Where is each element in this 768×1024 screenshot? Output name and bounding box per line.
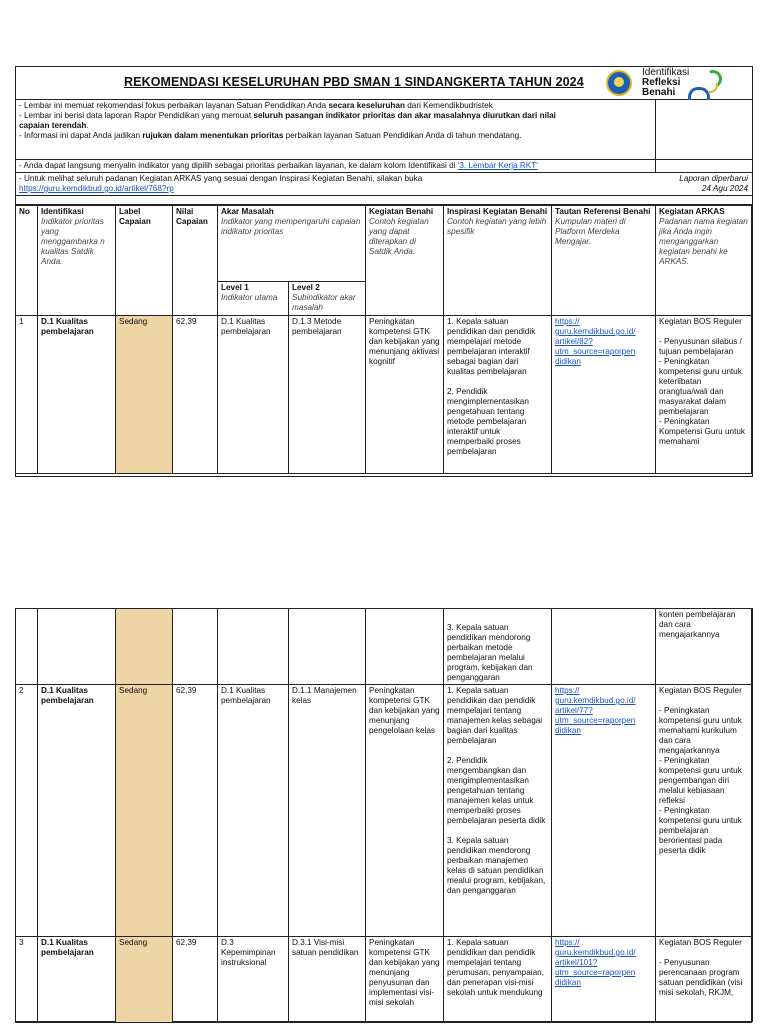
label-capaian: Sedang bbox=[116, 685, 173, 937]
header-row bbox=[16, 206, 752, 282]
notes-block: - Lembar ini memuat rekomendasi fokus perbaikan layanan Satuan Pendidikan Anda secara keseluruhan dari Kemendikbudristek - Lembar ini berisi data laporan Rapor Pendidikan yang memuat seluruh pasangan indikator prioritas dan akar masalahnya diurutkan dari nilai capaian terendah. - Informasi ini dapat Anda jadikan rujukan dalam menentukan prioritas perbaikan layanan Satuan Pendidikan Anda di tahun mendatang. bbox=[16, 100, 752, 160]
col-akar: Akar Masalah Indikator yang mempengaruhi capaian indikator prioritas bbox=[218, 206, 366, 282]
col-level2: Level 2 Subindikator akar masalah bbox=[289, 282, 366, 316]
col-label: Label Capaian bbox=[116, 206, 173, 316]
logo-word-identifikasi: Identifikasi bbox=[642, 67, 690, 78]
logo-word-refleksi: Refleksi bbox=[642, 77, 681, 88]
table-row: 3 D.1 Kualitas pembelajaran Sedang 62,39 D.3 Kepemimpinan instruksional D.3.1 Visi-misi satuan pendidikan Peningkatan kompetensi GTK dan kebijakan yang menunjang penyusunan dan implementasi visi-misi sekolah 1. Kepala satuan pendidikan dan pendidik mempelajari tentang perumusan, penyampaian, dan penerapan visi-misi sekolah untuk mendukung https:// guru.kemdikbud.go.id/ artikel/101? utm_source=raporpen didikan Kegiatan BOS Reguler - Penyusunan perencanaan program satuan pendidikan (visi misi sekolah, RKJM, bbox=[16, 937, 752, 1023]
table-row-continued: 3. Kepala satuan pendidikan mendorong perbaikan metode pembelajaran melalui program, kebijakan dan penganggaran konten pembelajaran dan cara mengajarkannya bbox=[16, 609, 752, 685]
reference-link[interactable]: https:// guru.kemdikbud.go.id/ artikel/77? utm_source=raporpen didikan bbox=[552, 685, 656, 937]
page-1 bbox=[15, 66, 753, 477]
col-level1: Level 1 Indikator utama bbox=[218, 282, 289, 316]
table-row: 1 D.1 Kualitas pembelajaran Sedang 62,39 D.1 Kualitas pembelajaran D.1.3 Metode pembelajaran Peningkatan kompetensi GTK dan kebijakan yang menunjang aktivasi kognitif 1. Kepala satuan pendidikan dan pendidik mempelajari metode pembelajaran interaktif sebagai bagian dari kualitas pembelajaran 2. Pendidik mengimplementasikan pengetahuan tentang metode pembelajaran interaktif untuk memperbaiki proses pembelajaran https:// guru.kemdikbud.go.id/ artikel/82? utm_source=raporpen didikan Kegiatan BOS Reguler - Penyusunan silabus / tujuan pembelajaran - Peningkatan kompetensi guru untuk keterlibatan orangtua/wali dan masyarakat dalam pembelajaran - Peningkatan Kompetensi Guru untuk memahami bbox=[16, 316, 752, 474]
reference-link[interactable]: https:// guru.kemdikbud.go.id/ artikel/101? utm_source=raporpen didikan bbox=[552, 937, 656, 1023]
irb-logo bbox=[642, 68, 689, 98]
col-identifikasi: Identifikasi Indikator prioritas yang menggambarka n kualitas Satdik Anda. bbox=[38, 206, 116, 316]
updated-info: Laporan diperbarui 24 Agu 2024 bbox=[679, 174, 748, 193]
reference-link[interactable]: https:// guru.kemdikbud.go.id/ artikel/82? utm_source=raporpen didikan bbox=[552, 316, 656, 474]
col-nilai: Nilai Capaian bbox=[173, 206, 218, 316]
recommendation-table bbox=[15, 205, 752, 474]
label-capaian bbox=[116, 609, 173, 685]
logo-word-benahi: Benahi bbox=[642, 87, 676, 98]
recommendation-table-continued bbox=[15, 608, 752, 1023]
table-row: 2 D.1 Kualitas pembelajaran Sedang 62,39 D.1 Kualitas pembelajaran D.1.1 Manajemen kelas Peningkatan kompetensi GTK dan kebijakan yang menunjang pengelolaan kelas 1. Kepala satuan pendidikan dan pendidik mempelajari tentang manajemen kelas sebagai bagian dari kualitas pembelajaran 2. Pendidik mengembangkan dan mengimplementasikan pengetahuan tentang manajemen kelas untuk memperbaiki proses pembelajaran peserta didik 3. Kepala satuan pendidikan mendorong perbaikan manajemen kelas di satuan pendidikan mealui program, kebijakan, dan penganggaran https:// guru.kemdikbud.go.id/ artikel/77? utm_source=raporpen didikan Kegiatan BOS Reguler - Peningkatan kompetensi guru untuk memahami kurikulum dan cara mengajarkannya - Peningkatan kompetensi guru untuk pengembangan diri melalui kebiasaan refleksi - Peningkatan kompetensi guru untuk pembelajaran berorientasi pada peserta didik bbox=[16, 685, 752, 937]
col-kegiatan: Kegiatan Benahi Contoh kegiatan yang dapat diterapkan di Satdik Anda. bbox=[366, 206, 444, 316]
page-2 bbox=[15, 608, 753, 1022]
page-title: REKOMENDASI KESELURUHAN PBD SMAN 1 SINDANGKERTA TAHUN 2024 bbox=[124, 75, 584, 89]
col-inspirasi: Inspirasi Kegiatan Benahi Contoh kegiatan yang lebih spesifik bbox=[444, 206, 552, 316]
ministry-seal-icon bbox=[606, 70, 632, 96]
col-no: No bbox=[16, 206, 38, 316]
notes-copy-row: - Anda dapat langsung menyalin indikator yang dipilih sebagai prioritas perbaikan layanan, ke dalam kolom Identifikasi di '3. Lembar Kerja RKT' bbox=[16, 160, 752, 173]
arkas-link[interactable]: https://guru.kemdikbud.go.id/artikel/768?rp bbox=[19, 184, 174, 193]
label-capaian: Sedang bbox=[116, 316, 173, 474]
col-arkas: Kegiatan ARKAS Padanan nama kegiatan jika Anda ingin menganggarkan kegiatan benahi ke ARKAS. bbox=[656, 206, 752, 316]
logo-arc-icon bbox=[688, 87, 710, 100]
logo-arc-icon bbox=[708, 83, 718, 93]
label-capaian: Sedang bbox=[116, 937, 173, 1023]
title-row bbox=[16, 67, 752, 100]
lembar-kerja-link[interactable]: '3. Lembar Kerja RKT' bbox=[457, 161, 538, 170]
notes-arkas-row: - Untuk melihat seluruh padanan Kegiatan ARKAS yang sesuai dengan Inspirasi Kegiatan Benahi, silakan buka https://guru.kemdikbud.go.id/artikel/768?rp Laporan diperbarui 24 Agu 2024 bbox=[16, 173, 752, 196]
col-tautan: Tautan Referensi Benahi Kumpulan materi di Platform Merdeka Mengajar. bbox=[552, 206, 656, 316]
